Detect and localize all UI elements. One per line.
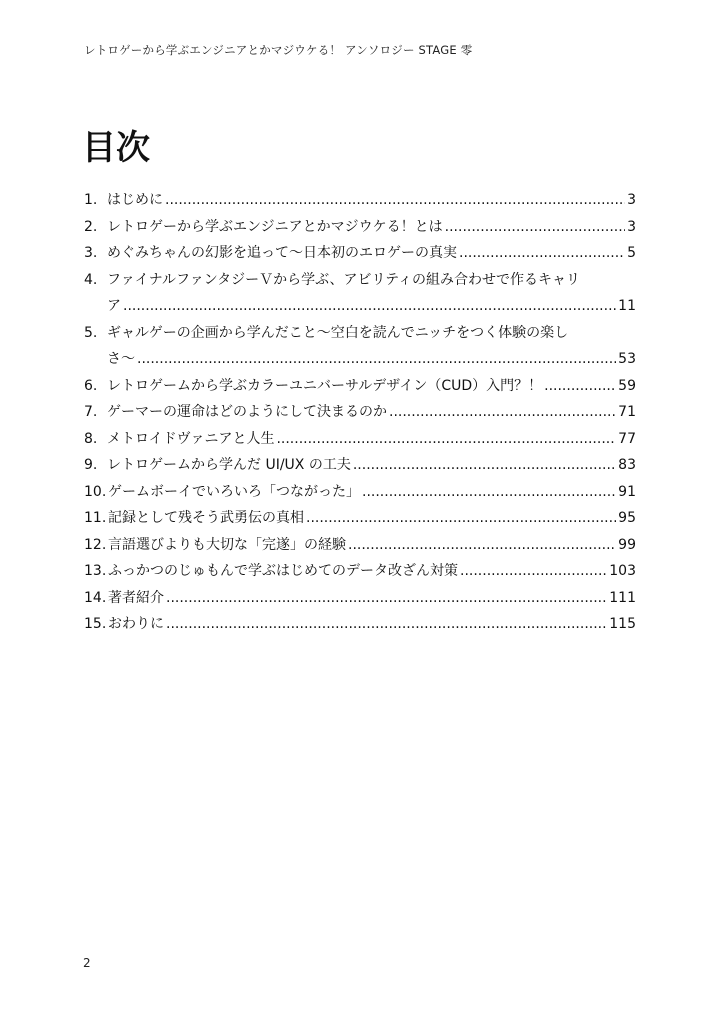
toc-item-14[interactable]	[84, 585, 636, 612]
toc-number: 7.	[84, 404, 98, 420]
toc-item-6[interactable]	[84, 373, 636, 400]
toc-item-1[interactable]	[84, 187, 636, 214]
dot-leader	[166, 611, 607, 638]
dot-leader	[137, 346, 616, 373]
toc-number: 9.	[84, 457, 98, 473]
toc-page: 111	[609, 589, 636, 606]
toc-item-7[interactable]	[84, 399, 636, 426]
toc-title: レトロゲームから学ぶカラーユニバーサルデザイン（CUD）入門？！	[107, 377, 543, 394]
toc-title: おわりに	[108, 616, 164, 632]
toc-item-3[interactable]	[84, 240, 636, 267]
toc-title: ゲームボーイでいろいろ「つながった」	[108, 483, 360, 500]
toc-number: 12.	[84, 536, 107, 553]
toc-title: レトロゲームから学んだ UI/UX の工夫	[107, 457, 351, 473]
toc-page: 103	[609, 563, 636, 579]
toc-number: 11.	[84, 510, 107, 526]
toc-title: めぐみちゃんの幻影を追って～日本初のエロゲーの真実	[107, 245, 457, 261]
toc-item-2[interactable]	[84, 214, 636, 241]
dot-leader	[276, 426, 616, 453]
toc-page: 11	[618, 298, 636, 314]
toc-title-line1: ファイナルファンタジーＶから学ぶ、アビリティの組み合わせで作るキャリ	[107, 271, 581, 288]
toc-item-10[interactable]	[84, 479, 636, 506]
toc-number: 13.	[84, 563, 107, 579]
toc-page: 5	[627, 245, 636, 261]
dot-leader	[166, 585, 607, 612]
toc-item-11[interactable]	[84, 505, 636, 532]
dot-leader	[460, 558, 607, 585]
toc-number: 10.	[84, 483, 107, 500]
toc-item-13[interactable]	[84, 558, 636, 585]
toc-title: ゲーマーの運命はどのようにして決まるのか	[107, 404, 387, 420]
toc-item-4[interactable]	[84, 267, 636, 320]
toc-item-15[interactable]	[84, 611, 636, 638]
toc-number: 2.	[84, 218, 98, 235]
toc-item-5[interactable]	[84, 320, 636, 373]
toc-page: 53	[618, 351, 636, 367]
dot-leader	[165, 187, 625, 214]
dot-leader	[389, 399, 616, 426]
toc-page: 115	[609, 616, 636, 632]
toc-page: 83	[618, 457, 636, 473]
dot-leader	[362, 479, 616, 506]
toc-title: はじめに	[107, 192, 163, 208]
toc-title: 著者紹介	[108, 589, 164, 606]
toc-number: 5.	[84, 324, 98, 341]
toc-item-9[interactable]	[84, 452, 636, 479]
toc-title-line2: さ～	[107, 351, 135, 367]
toc-title: 記録として残そう武勇伝の真相	[108, 510, 304, 526]
running-header: レトロゲーから学ぶエンジニアとかマジウケる！ アンソロジー STAGE 零	[84, 43, 473, 57]
page-number: 2	[83, 956, 91, 970]
toc-title-line2: ア	[107, 298, 121, 314]
table-of-contents	[84, 187, 636, 638]
toc-page: 71	[618, 404, 636, 420]
toc-title: ふっかつのじゅもんで学ぶはじめてのデータ改ざん対策	[108, 563, 458, 579]
toc-number: 8.	[84, 430, 98, 447]
toc-item-8[interactable]	[84, 426, 636, 453]
dot-leader	[348, 532, 616, 559]
toc-number: 6.	[84, 377, 98, 394]
toc-page: 3	[627, 192, 636, 208]
toc-number: 15.	[84, 616, 107, 632]
toc-title-line1: ギャルゲーの企画から学んだこと～空白を読んでニッチをつく体験の楽し	[107, 324, 569, 341]
dot-leader	[123, 293, 616, 320]
toc-page: 59	[618, 377, 636, 394]
toc-number: 1.	[84, 192, 98, 208]
dot-leader	[353, 452, 616, 479]
dot-leader	[459, 240, 625, 267]
toc-title: メトロイドヴァニアと人生	[107, 430, 275, 447]
toc-number: 14.	[84, 589, 107, 606]
toc-number: 4.	[84, 271, 98, 288]
toc-page: 99	[618, 536, 636, 553]
toc-item-12[interactable]	[84, 532, 636, 559]
toc-page: 77	[618, 430, 636, 447]
dot-leader	[306, 505, 616, 532]
toc-page: 3	[627, 218, 636, 235]
toc-number: 3.	[84, 245, 98, 261]
toc-title: レトロゲーから学ぶエンジニアとかマジウケる！とは	[107, 218, 443, 235]
dot-leader	[445, 214, 625, 241]
dot-leader	[544, 373, 616, 400]
toc-page: 91	[618, 483, 636, 500]
toc-title: 言語選びよりも大切な「完遂」の経験	[108, 536, 346, 553]
page-title: 目次	[82, 128, 150, 168]
toc-page: 95	[618, 510, 636, 526]
